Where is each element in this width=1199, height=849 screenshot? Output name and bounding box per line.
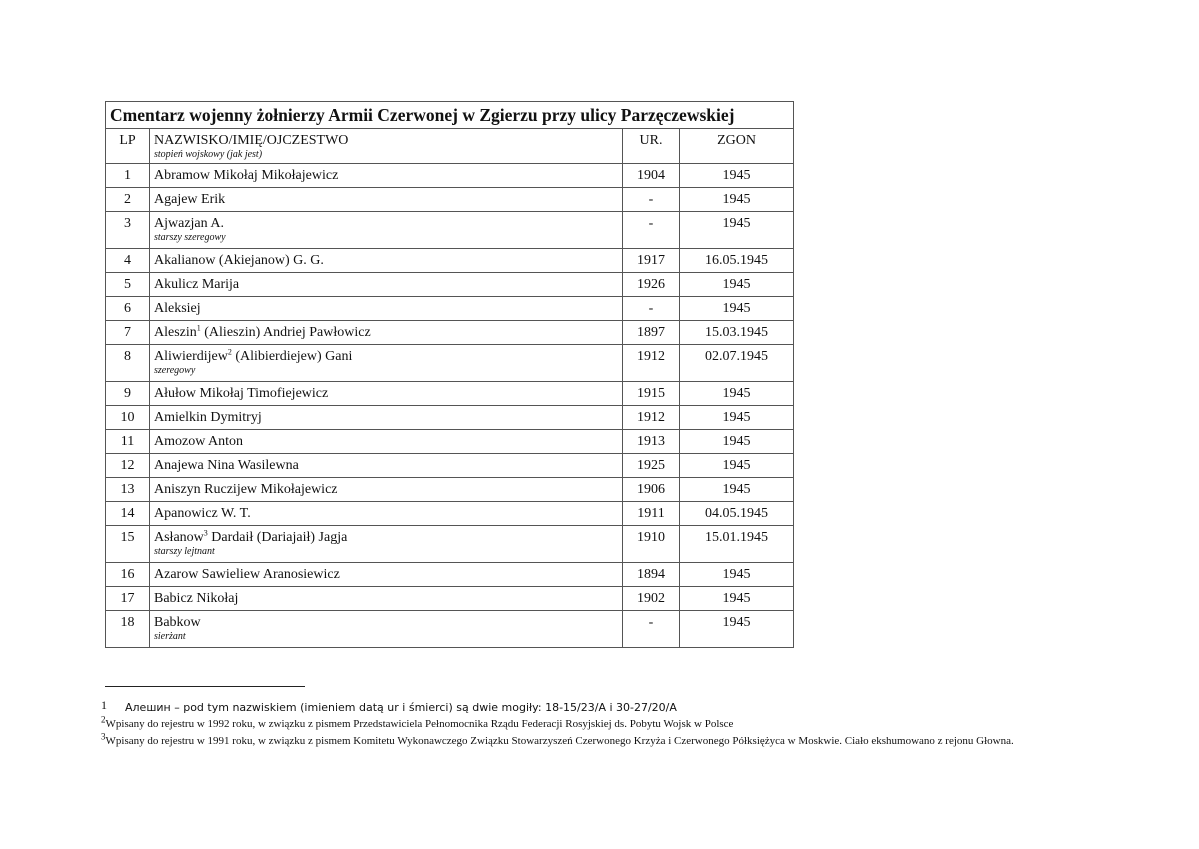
footnotes xyxy=(101,697,1181,750)
row-lp: 15 xyxy=(106,526,150,563)
footnote-1-mark: 1 xyxy=(101,698,107,712)
footnote-2-text: Wpisany do rejestru w 1992 roku, w związku z pismem Przedstawiciela Pełnomocnika Rządu Federacji Rosyjskiej ds. Pobytu Wojsk w Polsce xyxy=(105,718,734,730)
row-name-cell xyxy=(150,526,623,563)
row-name-cell xyxy=(150,611,623,648)
row-name-cell xyxy=(150,406,623,430)
table-row xyxy=(106,454,794,478)
table-row xyxy=(106,164,794,188)
row-rank: sierżant xyxy=(154,631,186,642)
table-row xyxy=(106,611,794,648)
row-name: Azarow Sawieliew Aranosiewicz xyxy=(154,567,340,582)
row-name: Babkow xyxy=(154,615,201,630)
row-name: Aleszin xyxy=(154,325,197,340)
row-zgon: 1945 xyxy=(680,164,794,188)
row-name-cell xyxy=(150,563,623,587)
row-ur: 1925 xyxy=(623,454,680,478)
row-lp: 8 xyxy=(106,345,150,382)
row-name: Akalianow (Akiejanow) G. G. xyxy=(154,253,324,268)
row-name: Agajew Erik xyxy=(154,192,226,207)
row-zgon: 1945 xyxy=(680,563,794,587)
header-zgon: ZGON xyxy=(680,129,794,164)
row-zgon: 02.07.1945 xyxy=(680,345,794,382)
row-name-cell xyxy=(150,587,623,611)
table-row xyxy=(106,563,794,587)
footnote-ref: 1 xyxy=(196,323,201,333)
row-lp: 13 xyxy=(106,478,150,502)
row-name-rest: Dardaił (Dariajaił) Jagja xyxy=(207,530,348,545)
row-ur: - xyxy=(623,188,680,212)
table-title: Cmentarz wojenny żołnierzy Armii Czerwonej w Zgierzu przy ulicy Parzęczewskiej xyxy=(106,102,794,129)
row-lp: 17 xyxy=(106,587,150,611)
table-row xyxy=(106,478,794,502)
row-ur: 1906 xyxy=(623,478,680,502)
row-lp: 10 xyxy=(106,406,150,430)
table-row xyxy=(106,502,794,526)
row-name: Aniszyn Ruczijew Mikołajewicz xyxy=(154,482,338,497)
row-name-cell xyxy=(150,345,623,382)
row-name-cell xyxy=(150,249,623,273)
row-zgon: 1945 xyxy=(680,188,794,212)
footnote-2-mark: 2 xyxy=(101,714,106,725)
row-zgon: 1945 xyxy=(680,297,794,321)
row-zgon: 1945 xyxy=(680,382,794,406)
row-ur: - xyxy=(623,297,680,321)
row-zgon: 15.01.1945 xyxy=(680,526,794,563)
row-name-cell xyxy=(150,382,623,406)
header-row xyxy=(106,129,794,164)
table-row xyxy=(106,430,794,454)
table-row xyxy=(106,249,794,273)
footnote-3-text: Wpisany do rejestru w 1991 roku, w związku z pismem Komitetu Wykonawczego Związku Stowarzyszeń Czerwonego Krzyża i Czerwonego Półksiężyca w Moskwie. Ciało ekshumowano z rejonu Głowna. xyxy=(105,735,1014,747)
row-lp: 1 xyxy=(106,164,150,188)
row-zgon: 1945 xyxy=(680,212,794,249)
row-name: Ałułow Mikołaj Timofiejewicz xyxy=(154,386,329,401)
footnote-1-text: Алешин – pod tym nazwiskiem (imieniem datą ur i śmierci) są dwie mogiły: 18-15/23/A i 30-27/20/A xyxy=(125,701,677,714)
table-row xyxy=(106,212,794,249)
row-name-cell xyxy=(150,321,623,345)
header-name-sub: stopień wojskowy (jak jest) xyxy=(154,149,263,160)
footnote-1 xyxy=(101,697,1181,716)
table-row xyxy=(106,273,794,297)
row-name-cell xyxy=(150,430,623,454)
footnote-2 xyxy=(101,716,1181,733)
row-name-cell xyxy=(150,188,623,212)
row-ur: 1912 xyxy=(623,345,680,382)
row-ur: 1913 xyxy=(623,430,680,454)
table-row xyxy=(106,297,794,321)
header-ur: UR. xyxy=(623,129,680,164)
row-lp: 7 xyxy=(106,321,150,345)
row-name-cell xyxy=(150,502,623,526)
table-row xyxy=(106,321,794,345)
table-row xyxy=(106,382,794,406)
table-row xyxy=(106,406,794,430)
row-ur: 1902 xyxy=(623,587,680,611)
row-name: Aliwierdijew xyxy=(154,349,228,364)
table-row xyxy=(106,526,794,563)
table-body xyxy=(106,164,794,648)
footnote-3-mark: 3 xyxy=(101,731,106,742)
footnote-divider xyxy=(105,686,305,687)
row-ur: 1904 xyxy=(623,164,680,188)
row-name: Babicz Nikołaj xyxy=(154,591,239,606)
row-lp: 18 xyxy=(106,611,150,648)
row-name-rest: (Alieszin) Andriej Pawłowicz xyxy=(200,325,371,340)
row-name-cell xyxy=(150,212,623,249)
row-zgon: 1945 xyxy=(680,611,794,648)
row-zgon: 1945 xyxy=(680,454,794,478)
cemetery-table xyxy=(105,101,794,648)
row-name-cell xyxy=(150,454,623,478)
row-name: Ajwazjan A. xyxy=(154,216,224,231)
row-lp: 11 xyxy=(106,430,150,454)
row-lp: 6 xyxy=(106,297,150,321)
row-lp: 3 xyxy=(106,212,150,249)
row-ur: - xyxy=(623,611,680,648)
row-zgon: 1945 xyxy=(680,587,794,611)
row-name-cell xyxy=(150,478,623,502)
row-name-cell xyxy=(150,164,623,188)
footnote-ref: 3 xyxy=(203,528,208,538)
table-row xyxy=(106,587,794,611)
row-ur: 1894 xyxy=(623,563,680,587)
row-ur: 1917 xyxy=(623,249,680,273)
row-ur: - xyxy=(623,212,680,249)
table-row xyxy=(106,345,794,382)
footnote-ref: 2 xyxy=(227,347,232,357)
row-ur: 1897 xyxy=(623,321,680,345)
header-name: NAZWISKO/IMIĘ/OJCZESTWO stopień wojskowy (jak jest) xyxy=(150,129,623,164)
row-lp: 14 xyxy=(106,502,150,526)
footnote-3 xyxy=(101,733,1181,750)
row-lp: 2 xyxy=(106,188,150,212)
row-ur: 1926 xyxy=(623,273,680,297)
row-zgon: 04.05.1945 xyxy=(680,502,794,526)
row-ur: 1915 xyxy=(623,382,680,406)
row-zgon: 1945 xyxy=(680,478,794,502)
row-name-cell xyxy=(150,273,623,297)
row-name: Anajewa Nina Wasilewna xyxy=(154,458,299,473)
row-lp: 4 xyxy=(106,249,150,273)
row-zgon: 1945 xyxy=(680,430,794,454)
row-name: Abramow Mikołaj Mikołajewicz xyxy=(154,168,339,183)
row-ur: 1912 xyxy=(623,406,680,430)
title-row xyxy=(106,102,794,129)
row-lp: 12 xyxy=(106,454,150,478)
row-zgon: 1945 xyxy=(680,406,794,430)
row-zgon: 1945 xyxy=(680,273,794,297)
row-name-rest: (Alibierdiejew) Gani xyxy=(231,349,353,364)
row-lp: 5 xyxy=(106,273,150,297)
row-name: Asłanow xyxy=(154,530,204,545)
row-ur: 1910 xyxy=(623,526,680,563)
header-lp: LP xyxy=(106,129,150,164)
row-name: Apanowicz W. T. xyxy=(154,506,251,521)
row-rank: starszy lejtnant xyxy=(154,546,215,557)
row-name-cell xyxy=(150,297,623,321)
row-lp: 16 xyxy=(106,563,150,587)
row-zgon: 15.03.1945 xyxy=(680,321,794,345)
row-name: Amozow Anton xyxy=(154,434,244,449)
row-rank: szeregowy xyxy=(154,365,196,376)
row-zgon: 16.05.1945 xyxy=(680,249,794,273)
row-name: Amielkin Dymitryj xyxy=(154,410,262,425)
row-lp: 9 xyxy=(106,382,150,406)
row-name: Aleksiej xyxy=(154,301,201,316)
row-rank: starszy szeregowy xyxy=(154,232,226,243)
row-ur: 1911 xyxy=(623,502,680,526)
table-row xyxy=(106,188,794,212)
row-name: Akulicz Marija xyxy=(154,277,240,292)
